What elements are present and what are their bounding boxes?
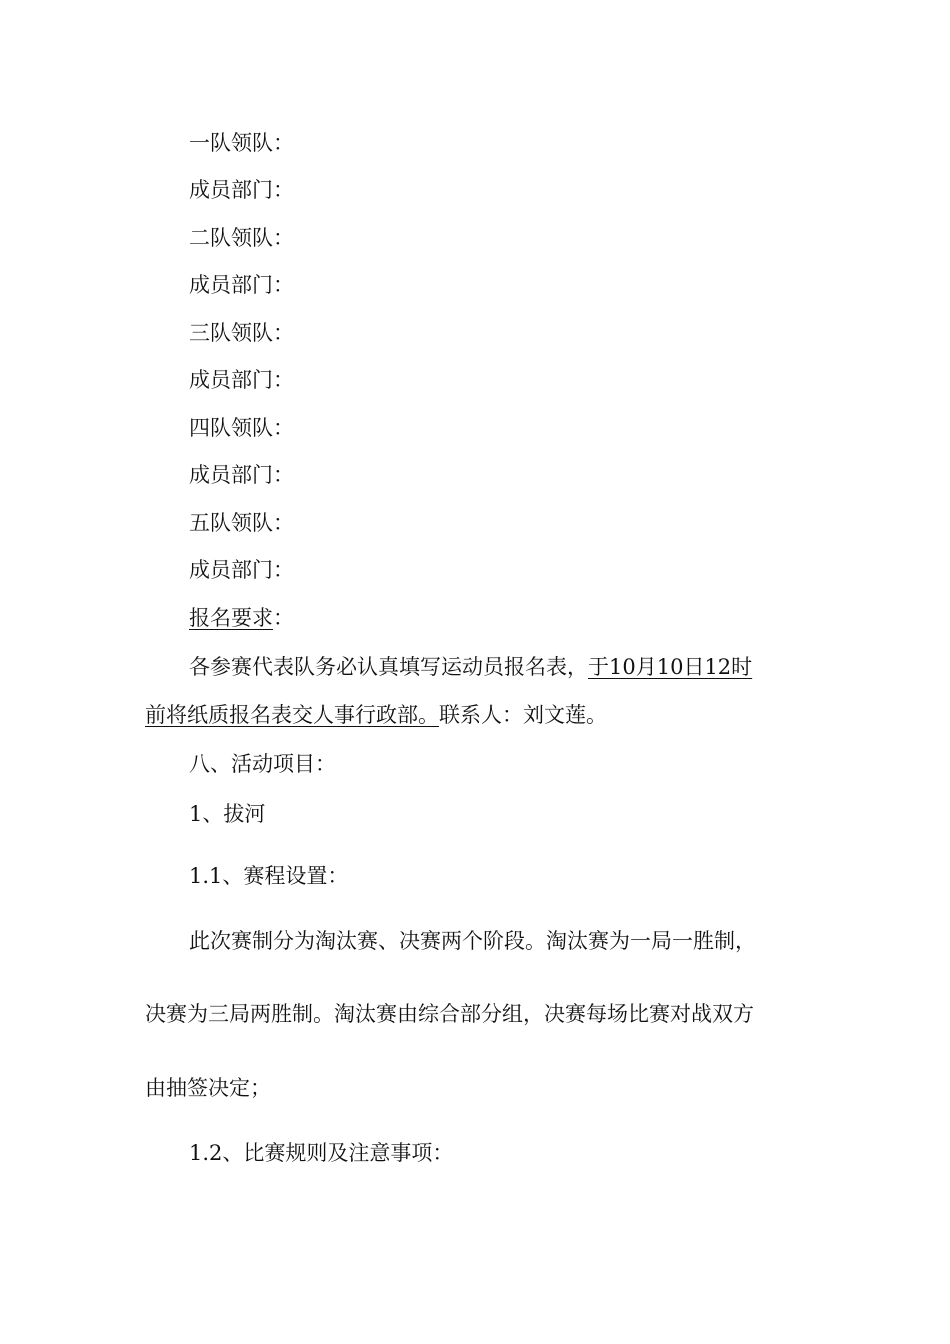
schedule-para-line-1: 此次赛制分为淘汰赛、决赛两个阶段。淘汰赛为一局一胜制， [189,929,756,953]
registration-contact: 联系人：刘文莲。 [439,703,607,727]
schedule-para-line-3: 由抽签决定； [145,1076,271,1100]
registration-submit-note: 前将纸质报名表交人事行政部。 [145,703,439,727]
team2-leader-label: 二队领队： [189,226,294,250]
section-title: 八、活动项目： [189,752,336,776]
team5-members-label: 成员部门： [189,558,294,582]
team5-leader-label: 五队领队： [189,511,294,535]
subsection-title-1: 1.1、赛程设置： [189,864,349,888]
team4-leader-label: 四队领队： [189,416,294,440]
team3-members-label: 成员部门： [189,368,294,392]
registration-heading [189,604,294,632]
registration-deadline: 于10月10日12时 [588,655,753,679]
team1-leader-label: 一队领队： [189,131,294,155]
team2-members-label: 成员部门： [189,273,294,297]
activity-item-title: 1、拔河 [189,802,266,826]
schedule-para-line-2: 决赛为三局两胜制。淘汰赛由综合部分组，决赛每场比赛对战双方 [145,1002,754,1026]
registration-para-line-1 [189,653,752,681]
registration-instruction: 各参赛代表队务必认真填写运动员报名表， [189,655,588,679]
subsection-title-2: 1.2、比赛规则及注意事项： [189,1141,454,1165]
team4-members-label: 成员部门： [189,463,294,487]
team1-members-label: 成员部门： [189,178,294,202]
registration-heading-text: 报名要求 [189,606,273,630]
registration-heading-colon: ： [273,606,294,630]
registration-para-line-2 [145,701,607,729]
team3-leader-label: 三队领队： [189,321,294,345]
